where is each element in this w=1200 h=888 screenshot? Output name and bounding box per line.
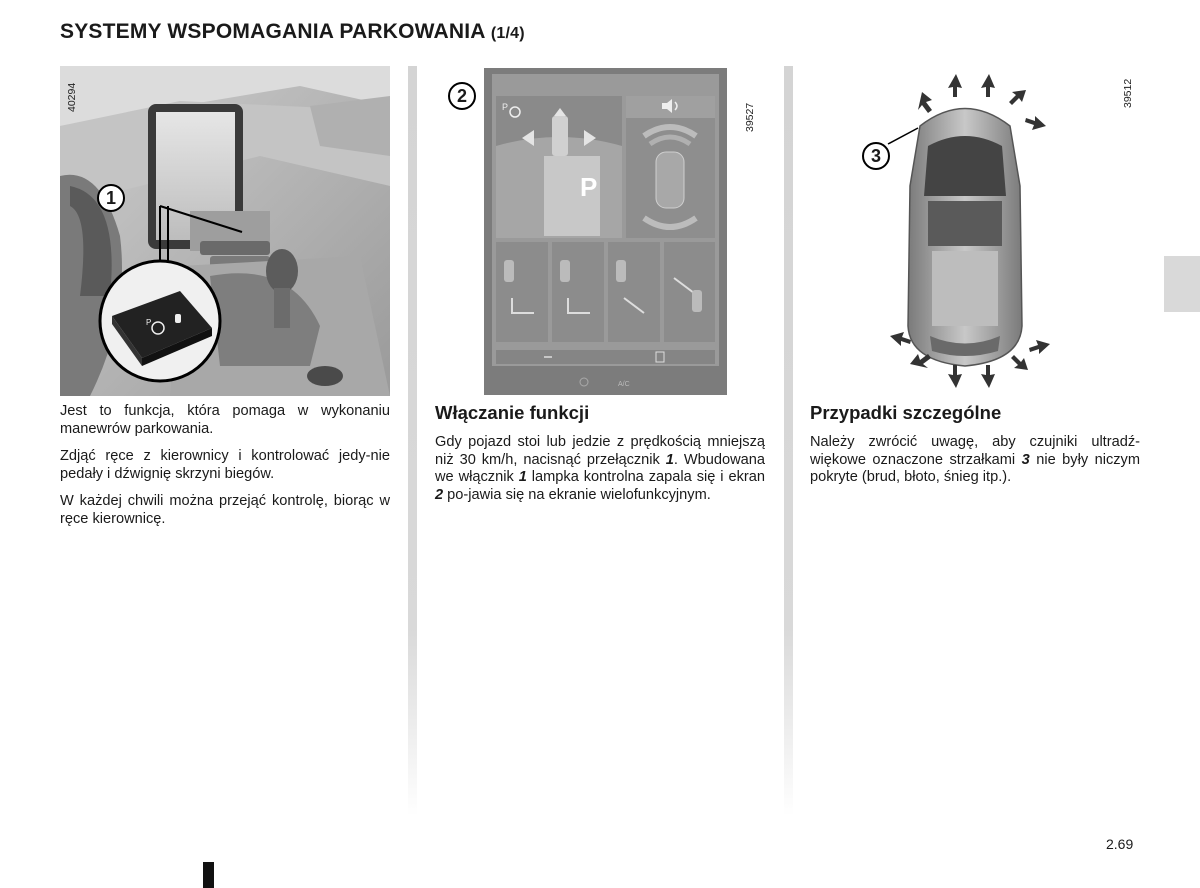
- ref-arrows-3: 3: [1021, 451, 1030, 468]
- figure-dashboard: [60, 66, 390, 396]
- col3-text-a: Należy zwrócić uwagę, aby czujniki ultradź-więkowe oznaczone strzałkami: [810, 434, 1140, 468]
- figure-ref-39527: 39527: [744, 102, 756, 132]
- ref-screen-2: 2: [435, 486, 444, 503]
- column-divider-right: [784, 66, 793, 816]
- page-number: 2.69: [1106, 836, 1134, 852]
- col2-text-d: po-jawia się na ekranie wielofunkcyjnym.: [443, 486, 711, 503]
- callout-1: 1: [97, 184, 125, 212]
- svg-text:P: P: [146, 318, 152, 327]
- col3-paragraph-1: [810, 434, 1140, 487]
- col1-paragraph-3: W każdej chwili można przejąć kontrolę, biorąc w ręce kierownicę.: [60, 493, 390, 527]
- parking-letter: P: [580, 172, 598, 202]
- ac-label: A/C: [618, 381, 630, 388]
- ref-switch-1: 1: [665, 451, 674, 468]
- col3-text: [810, 434, 1140, 497]
- col1-text: [60, 403, 390, 539]
- col1-paragraph-1: Jest to funkcja, która pomaga w wykonaniu manewrów parkowania.: [60, 403, 390, 437]
- crop-mark: [203, 862, 214, 888]
- chapter-tab: [1164, 256, 1200, 312]
- col2-text-c: lampka kontrolna zapala się i ekran: [526, 469, 765, 486]
- figure-ref-39512: 39512: [1122, 78, 1134, 108]
- col3-heading: Przypadki szczególne: [810, 402, 1002, 423]
- col2-paragraph-1: [435, 434, 765, 504]
- ref-switch-1b: 1: [518, 469, 527, 486]
- callout-2: 2: [448, 82, 476, 110]
- figure-ref-40294: 40294: [66, 82, 78, 112]
- svg-text:P: P: [502, 102, 509, 112]
- title-main: SYSTEMY WSPOMAGANIA PARKOWANIA: [60, 20, 485, 43]
- figure-car-sensors: [860, 66, 1070, 398]
- title-part: (1/4): [490, 25, 525, 42]
- col2-text-b: . Wbudowana we włącznik: [435, 451, 765, 486]
- col2-text-a: Gdy pojazd stoi lub jedzie z prędkością mniejszą niż 30 km/h, nacisnąć przełącznik: [435, 434, 765, 468]
- col2-text: [435, 434, 765, 514]
- column-divider-left: [408, 66, 417, 816]
- col1-paragraph-2: Zdjąć ręce z kierownicy i kontrolować jedy-nie pedały i dźwignię skrzyni biegów.: [60, 448, 390, 482]
- col2-heading: Włączanie funkcji: [435, 402, 590, 423]
- callout-3: 3: [862, 142, 890, 170]
- col3-text-b: nie były niczym pokryte (brud, błoto, śnieg itp.).: [810, 451, 1140, 486]
- page-title: [60, 20, 525, 44]
- figure-screen: [484, 68, 727, 395]
